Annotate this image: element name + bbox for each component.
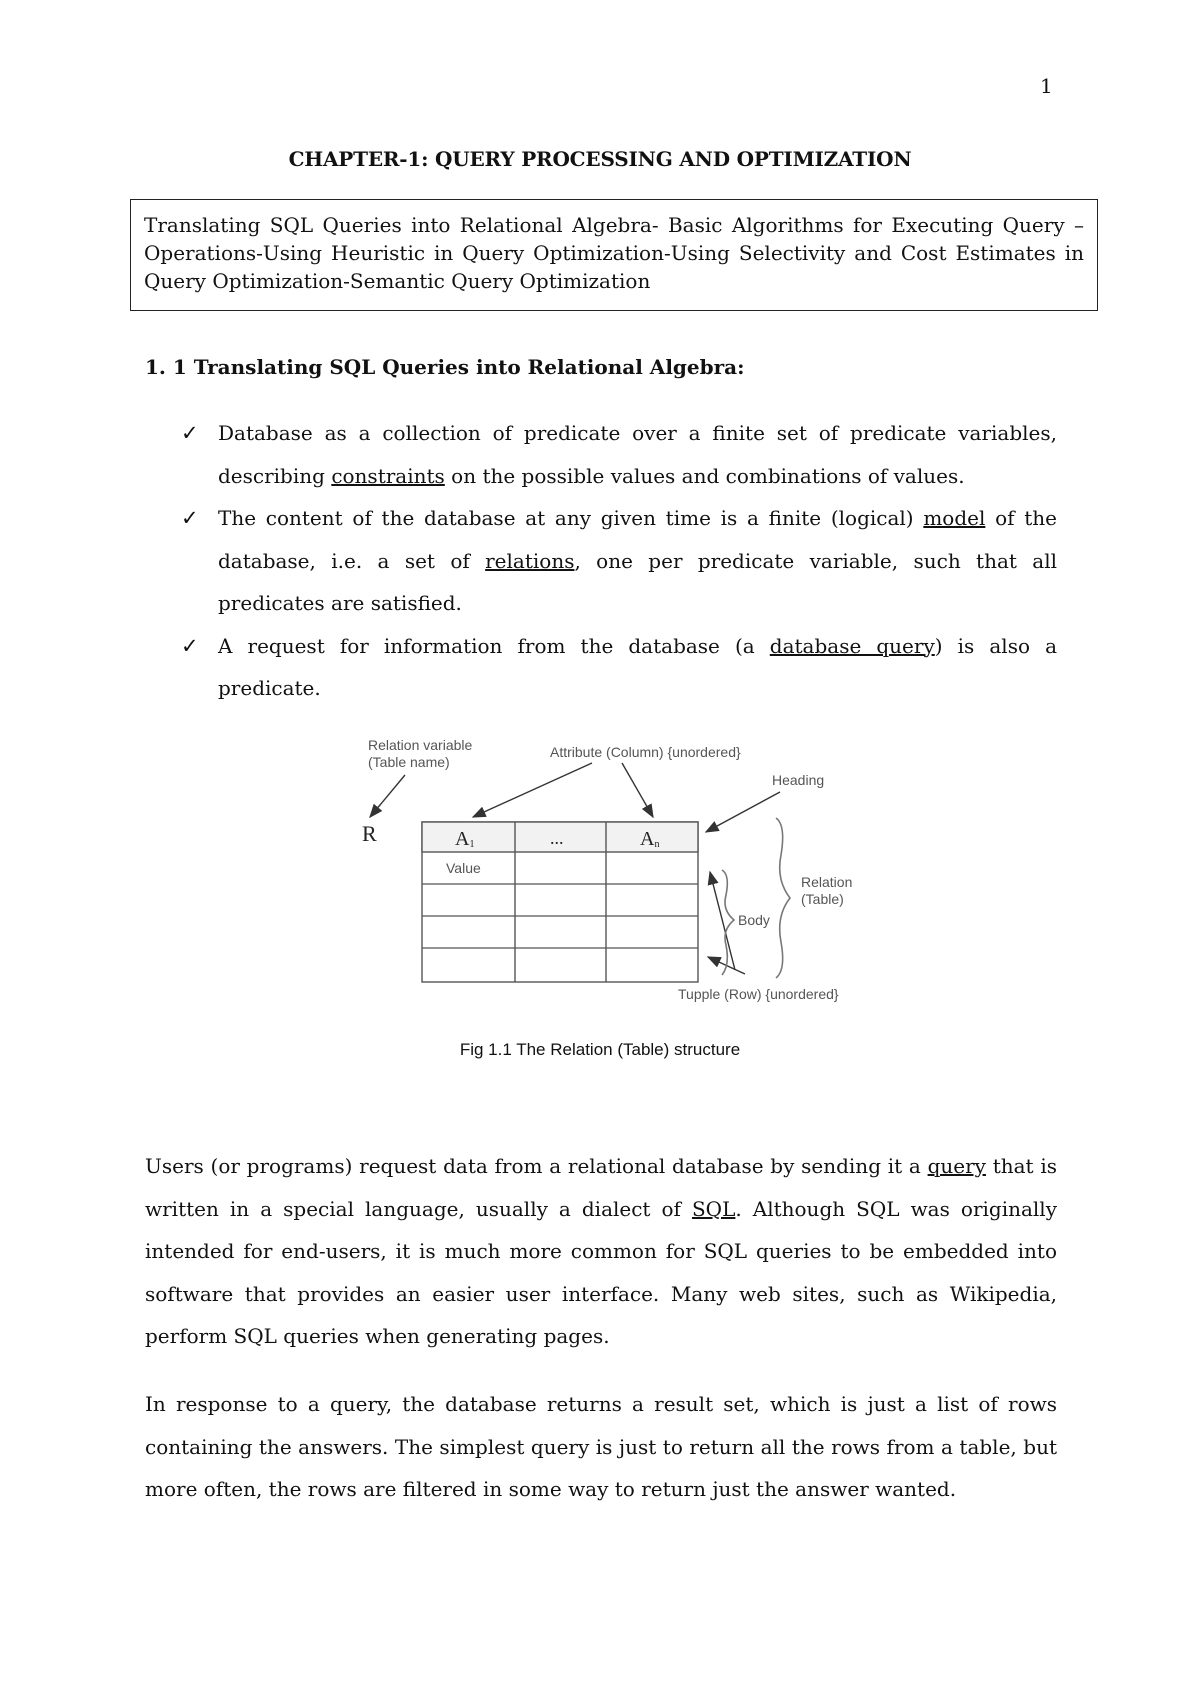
checkmark-icon: ✓	[181, 633, 199, 658]
heading-arrow	[706, 792, 780, 832]
attribute-arrow-1	[473, 763, 592, 817]
paragraph-users	[145, 1145, 1057, 1358]
bullet-text: ) is also a predicate.	[218, 633, 1058, 700]
list-item	[145, 625, 1057, 710]
heading-label: Heading	[772, 772, 825, 788]
section-heading: 1. 1 Translating SQL Queries into Relational Algebra:	[145, 355, 745, 379]
paragraph-text: . Although SQL was originally intended for end-users, it is much more common for SQL queries to be embedded into software that provides an easier user interface. Many web sites, such as Wikipedia, perform SQL queries when generating pages.	[145, 1196, 1057, 1348]
column-header-ellipsis: ...	[550, 828, 564, 848]
relation-label: Relation	[801, 874, 853, 890]
link-constraints[interactable]: constraints	[331, 463, 445, 488]
attribute-label: Attribute (Column) {unordered}	[550, 744, 741, 760]
link-relations[interactable]: relations	[485, 548, 575, 573]
list-item	[145, 497, 1057, 625]
relation-symbol: R	[362, 821, 377, 846]
bullet-text: The content of the database at any given time is a finite (logical)	[218, 506, 924, 530]
relation-brace	[776, 818, 790, 978]
table-label: (Table)	[801, 891, 844, 907]
column-header-a1: A1	[455, 828, 475, 850]
syllabus-box	[130, 199, 1098, 311]
bullet-text: on the possible values and combinations of values.	[444, 463, 965, 488]
link-sql[interactable]: SQL	[691, 1196, 736, 1221]
attribute-arrow-2	[622, 763, 653, 817]
bullet-text: , one per predicate variable, such that all predicates are satisfied.	[218, 548, 1058, 615]
bullet-text: A request for information from the database (a	[218, 633, 770, 658]
checkmark-icon: ✓	[181, 421, 199, 445]
syllabus-text: Translating SQL Queries into Relational Algebra- Basic Algorithms for Executing Query –Operations-Using Heuristic in Query Optimization-Using Selectivity and Cost Estimates in Query Optimization-Semantic Query Optimization	[144, 213, 1084, 293]
relation-variable-arrow	[370, 775, 405, 817]
page-number: 1	[1040, 74, 1053, 98]
column-header-an: An	[640, 828, 660, 850]
table-name-label: (Table name)	[368, 754, 450, 770]
bullet-list	[145, 412, 1057, 710]
link-query[interactable]: query	[927, 1154, 986, 1178]
body-label: Body	[738, 912, 770, 928]
checkmark-icon: ✓	[181, 506, 199, 530]
link-model[interactable]: model	[923, 506, 986, 530]
tuple-arrow-1	[710, 872, 735, 970]
link-database-query[interactable]: database query	[769, 633, 935, 658]
relation-variable-label: Relation variable	[368, 737, 473, 753]
cell-value: Value	[446, 860, 481, 876]
figure-caption: Fig 1.1 The Relation (Table) structure	[459, 1040, 741, 1059]
bullet-text: Database as a collection of predicate over a finite set of predicate variables, describing	[218, 421, 1057, 488]
paragraph-text: that is written in a special language, usually a dialect of	[145, 1154, 1057, 1221]
relation-diagram	[350, 730, 920, 1010]
paragraph-text: Users (or programs) request data from a relational database by sending it a	[145, 1154, 928, 1178]
chapter-title: CHAPTER-1: QUERY PROCESSING AND OPTIMIZATION	[288, 147, 912, 171]
bullet-text: of the database, i.e. a set of	[218, 506, 1057, 573]
list-item	[145, 412, 1057, 497]
paragraph-response: In response to a query, the database returns a result set, which is just a list of rows containing the answers. The simplest query is just to return all the rows from a table, but more often, the rows are filtered in some way to return just the answer wanted.	[145, 1392, 1057, 1501]
tuple-label: Tupple (Row) {unordered}	[678, 986, 839, 1002]
